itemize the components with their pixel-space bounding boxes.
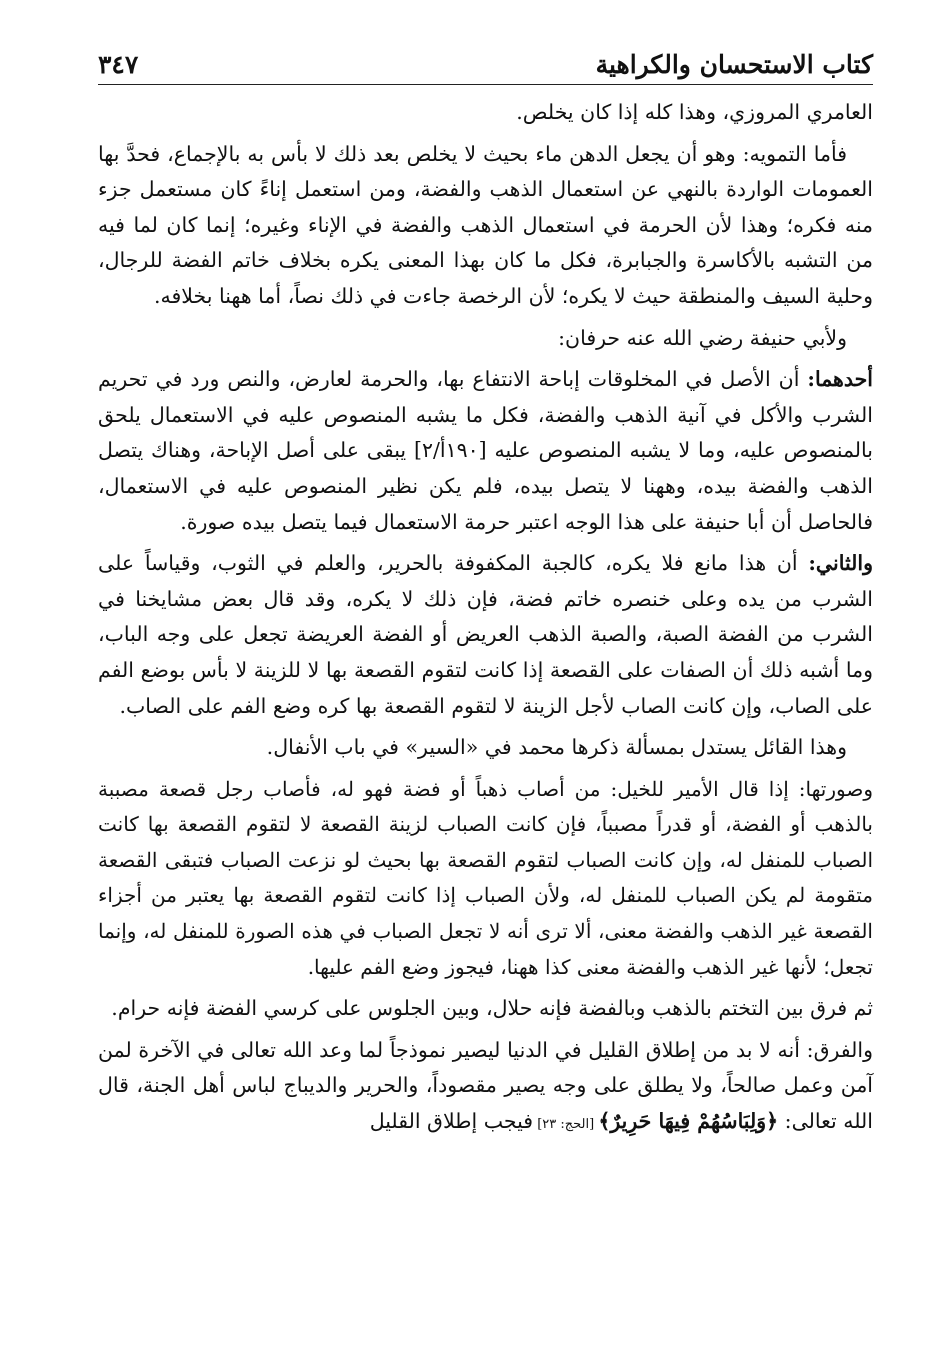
lead-word: والثاني: — [808, 551, 873, 576]
paragraph-first-point — [98, 362, 873, 540]
header-rule — [98, 84, 873, 85]
running-title: كتاب الاستحسان والكراهية — [595, 50, 873, 79]
paragraph-example — [98, 772, 873, 986]
quran-verse: ﴿وَلِبَاسُهُمْ فِيهَا حَرِيرٌ﴾ — [598, 1109, 779, 1134]
paragraph-tamwih — [98, 137, 873, 315]
paragraph-1 — [98, 95, 873, 131]
paragraph-abu-hanifa — [98, 321, 873, 357]
paragraph-text: ولأبي حنيفة رضي الله عنه حرفان: — [558, 325, 847, 350]
page-number: ٣٤٧ — [98, 50, 139, 79]
paragraph-tail: فيجب إطلاق القليل — [369, 1109, 534, 1134]
paragraph-second-point — [98, 546, 873, 724]
paragraph-text: والفرق: أنه لا بد من إطلاق القليل في الدنيا ليصير نموذجاً لما وعد الله تعالى في الآخرة لمن آمن وعمل صالحاً، ولا يطلق على وجه يصير مقصوداً، والحرير والديباج لباس أهل الجنة، قال الله تعالى: — [98, 1037, 873, 1134]
paragraph-text: أن هذا مانع فلا يكره، كالجبة المكفوفة بالحرير، والعلم في الثوب، وقياساً على الشرب من يده وعلى خنصره خاتم فضة، فإن ذلك لا يكره، وقد قال بعض مشايخنا في الشرب من الفضة الصبة، والصبة الذهب العريض أو الفضة العريضة تجعل على وجه الباب، وما أشبه ذلك أن الصفات على القصعة إذا كانت لتقوم القصعة بها لا للزينة لا بأس بوضع الفم على الصاب، وإن كانت الصاب لأجل الزينة لا لتقوم القصعة بها كره وضع الفم على الصاب. — [98, 551, 873, 718]
paragraph-distinction — [98, 991, 873, 1027]
book-page — [98, 28, 873, 1149]
paragraph-difference — [98, 1033, 873, 1143]
verse-reference: [الحج: ٢٣] — [533, 1117, 599, 1133]
paragraph-text: العامري المروزي، وهذا كله إذا كان يخلص. — [516, 100, 873, 124]
lead-word: أحدهما: — [807, 367, 873, 392]
paragraph-text: أن الأصل في المخلوقات إباحة الانتفاع بها، والحرمة لعارض، والنص ورد في تحريم الشرب والأكل في آنية الذهب والفضة، فكل ما يشبه المنصوص عليه في الاستعمال يلحق بالمنصوص عليه، وما لا يشبه المنصوص عليه [١٩٠أ/٢] يبقى على أصل الإباحة، وهناك يتصل الذهب والفضة بيده، وههنا لا يتصل بيده، فلم يكن نظير المنصوص عليه في الاستعمال، فالحاصل أن أبا حنيفة على هذا الوجه اعتبر حرمة الاستعمال فيما يتصل بيده صورة. — [98, 367, 873, 534]
page-header — [98, 28, 873, 82]
paragraph-siyar — [98, 730, 873, 766]
paragraph-text: وصورتها: إذا قال الأمير للخيل: من أصاب ذهباً أو فضة فهو له، فأصاب رجل قصعة مصببة بالذهب أو الفضة، أو قدراً مصبباً، فإن كانت الصباب لزينة القصعة لا لتقوم القصعة بها كانت الصباب للمنفل له، وإن كانت الصباب لتقوم القصعة بها بحيث لو نزعت الصباب فتبقى القصعة متقومة لم يكن الصباب للمنفل له، ولأن الصباب إذا كانت لتقوم القصعة بها يعتبر من أجزاء القصعة غير الذهب والفضة معنى، ألا ترى أنه لا تجعل الصباب في هذه الصورة للمنفل له، وإنما تجعل؛ لأنها غير الذهب والفضة معنى كذا ههنا، فيجوز وضع الفم عليها. — [98, 776, 873, 979]
paragraph-text: ثم فرق بين التختم بالذهب وبالفضة فإنه حلال، وبين الجلوس على كرسي الفضة فإنه حرام. — [111, 996, 873, 1021]
paragraph-text: فأما التمويه: وهو أن يجعل الدهن ماء بحيث لا يخلص بعد ذلك لا بأس به بالإجماع، فحدَّ بها العمومات الواردة بالنهي عن استعمال الذهب والفضة، ومن استعمل إناءً كان مستعمل جزء منه فكره؛ وهذا لأن الحرمة في استعمال الذهب والفضة في الإناء وغيره؛ إنما كان لما فيه من التشبه بالأكاسرة والجبابرة، فكل ما كان بهذا المعنى يكره بخلاف خاتم الفضة للرجال، وحلية السيف والمنطقة حيث لا يكره؛ لأن الرخصة جاءت في ذلك نصاً، أما ههنا بخلافه. — [98, 141, 873, 308]
paragraph-text: وهذا القائل يستدل بمسألة ذكرها محمد في «السير» في باب الأنفال. — [266, 735, 847, 760]
